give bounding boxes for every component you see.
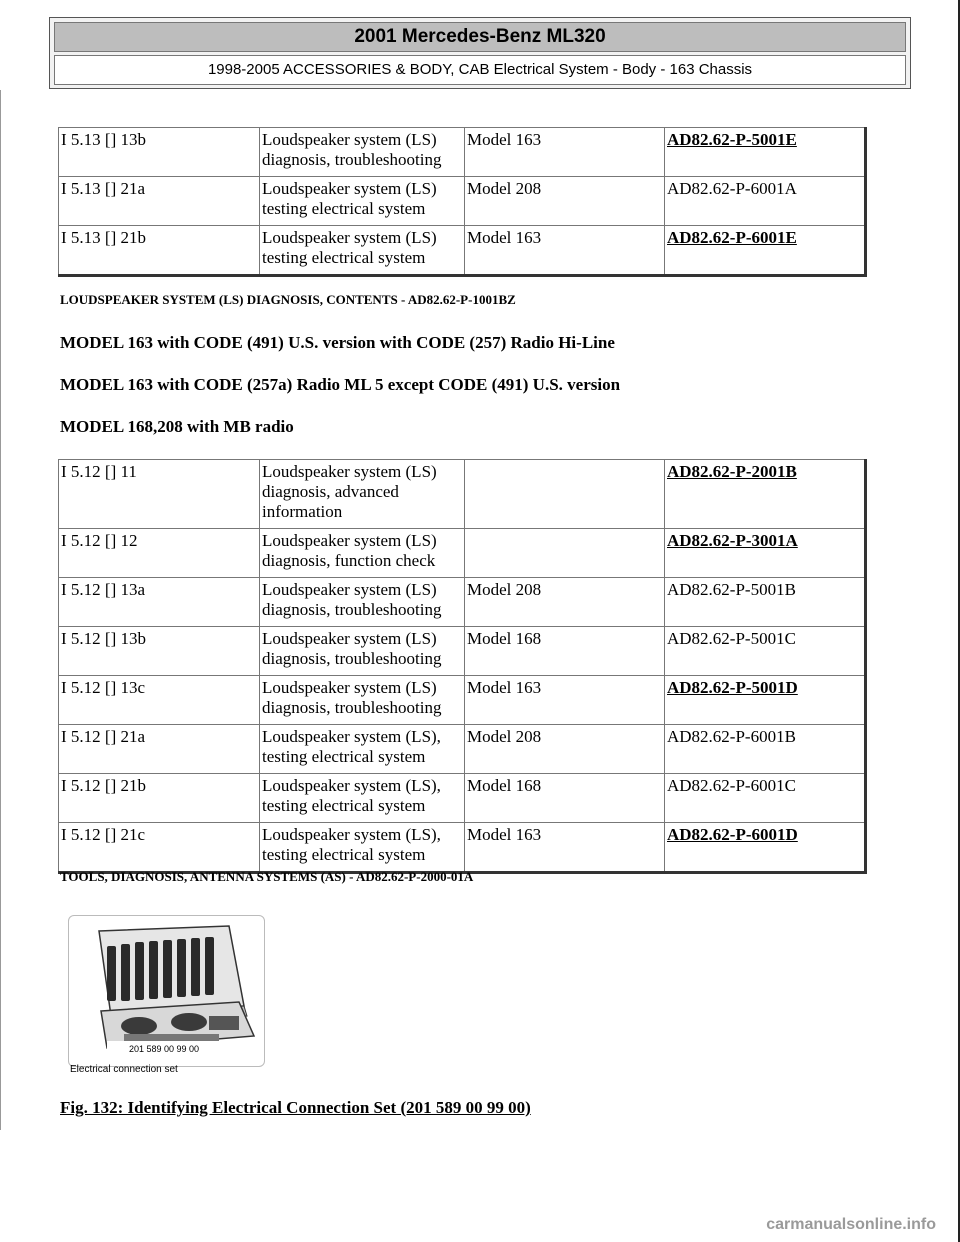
document-code-link[interactable]: AD82.62-P-2001B [667,462,797,481]
description-cell [260,226,465,276]
model-line-2: MODEL 163 with CODE (257a) Radio ML 5 except CODE (491) U.S. version [60,375,621,394]
description-cell-text: Loudspeaker system (LS), testing electrical system [262,825,441,864]
document-code-cell-text: AD82.62-P-6001B [667,727,796,746]
reference-cell [59,676,260,725]
model-cell-text: Model 163 [467,130,542,149]
reference-cell [59,529,260,578]
model-cell [465,529,665,578]
table-row [59,128,866,177]
page-header [49,17,911,89]
document-code-link[interactable]: AD82.62-P-3001A [667,531,798,550]
description-cell [260,460,465,529]
description-cell-text: Loudspeaker system (LS) diagnosis, troubleshooting [262,580,442,619]
document-code-cell-text: AD82.62-P-6001C [667,776,796,795]
reference-cell [59,627,260,676]
document-code-cell-text: AD82.62-P-6001A [667,179,797,198]
description-cell-text: Loudspeaker system (LS), testing electrical system [262,727,441,766]
table-row [59,725,866,774]
model-cell [465,226,665,276]
reference-cell [59,460,260,529]
figure-caption-link[interactable]: Fig. 132: Identifying Electrical Connection Set (201 589 00 99 00) [60,1098,531,1117]
description-cell-text: Loudspeaker system (LS) testing electrical system [262,228,437,267]
model-cell [465,460,665,529]
reference-cell [59,578,260,627]
model-line-3: MODEL 168,208 with MB radio [60,417,294,436]
reference-cell [59,128,260,177]
reference-cell-text: I 5.12 [] 13b [61,629,146,648]
table-row [59,578,866,627]
footer-watermark: carmanualsonline.info [766,1216,936,1233]
reference-cell-text: I 5.12 [] 12 [61,531,138,550]
document-code-cell [665,128,866,177]
reference-cell [59,823,260,873]
tools-title: TOOLS, DIAGNOSIS, ANTENNA SYSTEMS (AS) - AD82.62-P-2000-01A [60,869,474,884]
model-cell-text: Model 208 [467,580,542,599]
table-row [59,627,866,676]
document-code-cell [665,823,866,873]
description-cell-text: Loudspeaker system (LS) diagnosis, advanced information [262,462,437,521]
description-cell-text: Loudspeaker system (LS) diagnosis, troubleshooting [262,678,442,717]
model-cell [465,725,665,774]
table-row [59,529,866,578]
description-cell [260,774,465,823]
table-row [59,226,866,276]
description-cell [260,725,465,774]
table-row [59,774,866,823]
model-cell [465,578,665,627]
document-code-cell [665,676,866,725]
model-cell [465,774,665,823]
description-cell [260,128,465,177]
model-cell [465,676,665,725]
model-cell-text: Model 208 [467,179,542,198]
reference-cell-text: I 5.12 [] 11 [61,462,137,481]
model-cell-text: Model 168 [467,776,542,795]
electrical-connection-set-image [68,915,265,1067]
reference-cell-text: I 5.12 [] 21c [61,825,146,844]
document-code-cell [665,578,866,627]
document-subtitle: 1998-2005 ACCESSORIES & BODY, CAB Electrical System - Body - 163 Chassis [54,55,906,85]
part-number-label: 201 589 00 99 00 [129,1044,200,1054]
model-cell-text: Model 163 [467,825,542,844]
model-line-1: MODEL 163 with CODE (491) U.S. version with CODE (257) Radio Hi-Line [60,333,615,352]
table-row [59,823,866,873]
model-cell-text: Model 163 [467,678,542,697]
model-cell-text: Model 208 [467,727,542,746]
description-cell-text: Loudspeaker system (LS) testing electrical system [262,179,437,218]
model-cell-text: Model 163 [467,228,542,247]
description-cell [260,823,465,873]
document-code-cell [665,226,866,276]
reference-table-1 [58,127,867,277]
figure-label: Electrical connection set [70,1064,178,1075]
reference-cell [59,725,260,774]
model-cell [465,128,665,177]
reference-cell-text: I 5.12 [] 21b [61,776,146,795]
description-cell [260,529,465,578]
reference-cell-text: I 5.13 [] 13b [61,130,146,149]
document-code-cell [665,725,866,774]
document-title: 2001 Mercedes-Benz ML320 [54,22,906,52]
document-code-cell [665,627,866,676]
page-border-left [0,90,1,1130]
reference-cell-text: I 5.13 [] 21b [61,228,146,247]
model-cell-text: Model 168 [467,629,542,648]
description-cell-text: Loudspeaker system (LS) diagnosis, function check [262,531,437,570]
description-cell-text: Loudspeaker system (LS), testing electrical system [262,776,441,815]
description-cell-text: Loudspeaker system (LS) diagnosis, troubleshooting [262,629,442,668]
description-cell [260,177,465,226]
table-row [59,460,866,529]
reference-table-2 [58,459,867,874]
document-code-cell [665,774,866,823]
description-cell [260,578,465,627]
section-title: LOUDSPEAKER SYSTEM (LS) DIAGNOSIS, CONTENTS - AD82.62-P-1001BZ [60,292,516,307]
reference-cell [59,226,260,276]
document-code-link[interactable]: AD82.62-P-5001E [667,130,797,149]
reference-cell [59,774,260,823]
document-code-link[interactable]: AD82.62-P-5001D [667,678,798,697]
document-code-cell [665,529,866,578]
document-code-cell-text: AD82.62-P-5001B [667,580,796,599]
reference-cell-text: I 5.12 [] 21a [61,727,146,746]
model-cell [465,627,665,676]
reference-cell-text: I 5.13 [] 21a [61,179,146,198]
table-row [59,676,866,725]
document-code-link[interactable]: AD82.62-P-6001D [667,825,798,844]
reference-cell-text: I 5.12 [] 13c [61,678,146,697]
reference-cell-text: I 5.12 [] 13a [61,580,146,599]
table-row [59,177,866,226]
description-cell-text: Loudspeaker system (LS) diagnosis, troubleshooting [262,130,442,169]
model-cell [465,823,665,873]
document-code-cell [665,177,866,226]
model-cell [465,177,665,226]
document-code-cell-text: AD82.62-P-5001C [667,629,796,648]
description-cell [260,627,465,676]
document-code-cell [665,460,866,529]
reference-cell [59,177,260,226]
description-cell [260,676,465,725]
document-code-link[interactable]: AD82.62-P-6001E [667,228,797,247]
